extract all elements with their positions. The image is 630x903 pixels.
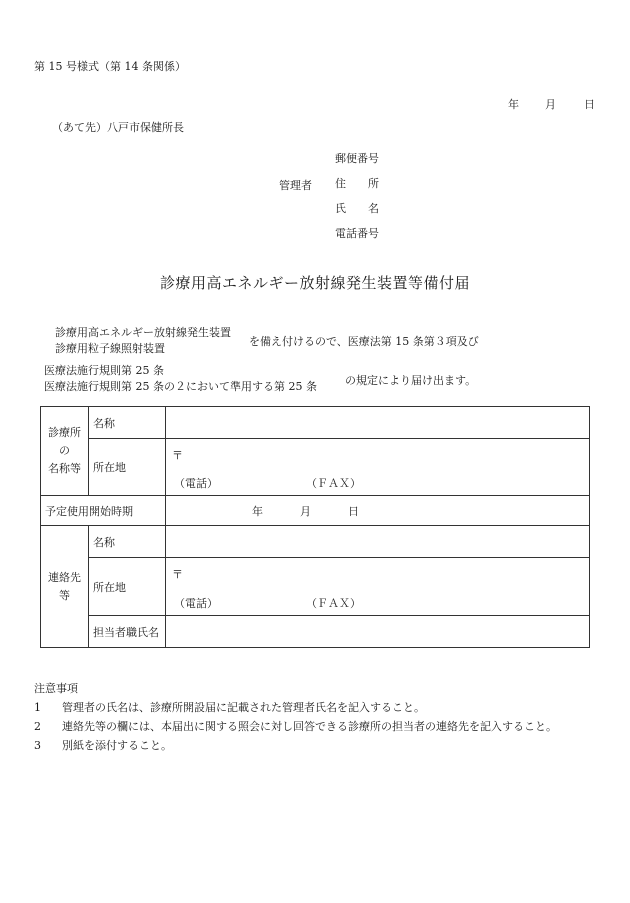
postal-mark: 〒	[172, 449, 183, 462]
rule-suffix: の規定により届け出ます。	[345, 374, 477, 387]
device-suffix: を備え付けるので、医療法第 15 条第３項及び	[249, 335, 479, 348]
contact-name-field[interactable]	[166, 526, 590, 558]
notes-title: 注意事項	[34, 682, 78, 695]
rule-item: 医療法施行規則第 25 条	[44, 364, 164, 377]
form-number: 第 15 号様式（第 14 条関係）	[34, 60, 186, 73]
submission-date	[508, 96, 595, 112]
contact-person-label: 担当者職氏名	[89, 616, 166, 648]
note-number: 2	[34, 720, 41, 733]
start-year-label: 年	[252, 504, 263, 518]
note-number: 1	[34, 701, 41, 714]
note-text: 別紙を添付すること。	[62, 739, 172, 752]
document-title: 診療用高エネルギー放射線発生装置等備付届	[159, 274, 470, 292]
note-text: 管理者の氏名は、診療所開設届に記載された管理者氏名を記入すること。	[62, 701, 425, 714]
manager-label: 管理者	[279, 179, 312, 192]
note-item	[34, 737, 172, 753]
note-text: 連絡先等の欄には、本届出に関する照会に対し回答できる診療所の担当者の連絡先を記入すること。	[62, 720, 557, 733]
fax-label: （ＦＡＸ）	[306, 597, 361, 610]
clinic-address-label: 所在地	[89, 439, 166, 496]
start-date-field[interactable]	[166, 496, 590, 526]
start-date-label: 予定使用開始時期	[41, 496, 166, 526]
contact-name-label: 名称	[89, 526, 166, 558]
date-day-label: 日	[584, 98, 595, 111]
postal-mark: 〒	[172, 568, 183, 581]
start-month-label: 月	[300, 504, 311, 518]
rule-list	[44, 363, 317, 395]
tel-label: （電話）	[174, 477, 218, 490]
note-item	[34, 699, 425, 715]
device-list	[55, 325, 231, 357]
clinic-name-label: 名称	[89, 407, 166, 439]
clinic-group-label	[41, 407, 89, 496]
sender-field-address: 住 所	[335, 177, 379, 190]
sender-field-postal: 郵便番号	[335, 152, 379, 165]
clinic-group-line: 名称等	[48, 462, 81, 475]
note-number: 3	[34, 739, 41, 752]
sender-fields	[335, 151, 379, 251]
start-day-label: 日	[348, 504, 359, 518]
date-year-label: 年	[508, 98, 519, 111]
clinic-name-field[interactable]	[166, 407, 590, 439]
tel-label: （電話）	[174, 597, 218, 610]
note-item	[34, 718, 557, 734]
device-item: 診療用粒子線照射装置	[55, 342, 165, 355]
clinic-address-field[interactable]	[166, 439, 590, 496]
contact-address-label: 所在地	[89, 558, 166, 616]
date-month-label: 月	[545, 98, 556, 111]
contact-address-field[interactable]	[166, 558, 590, 616]
sender-field-phone: 電話番号	[335, 227, 379, 240]
device-item: 診療用高エネルギー放射線発生装置	[55, 326, 231, 339]
contact-group-label: 連絡先等	[41, 526, 89, 648]
fax-label: （ＦＡＸ）	[306, 477, 361, 490]
contact-person-field[interactable]	[166, 616, 590, 648]
addressee: （あて先）八戸市保健所長	[52, 121, 184, 134]
form-table	[40, 406, 590, 648]
clinic-group-line: 診療所の	[48, 426, 81, 457]
sender-field-name: 氏 名	[335, 202, 379, 215]
rule-item: 医療法施行規則第 25 条の２において準用する第 25 条	[44, 380, 317, 393]
